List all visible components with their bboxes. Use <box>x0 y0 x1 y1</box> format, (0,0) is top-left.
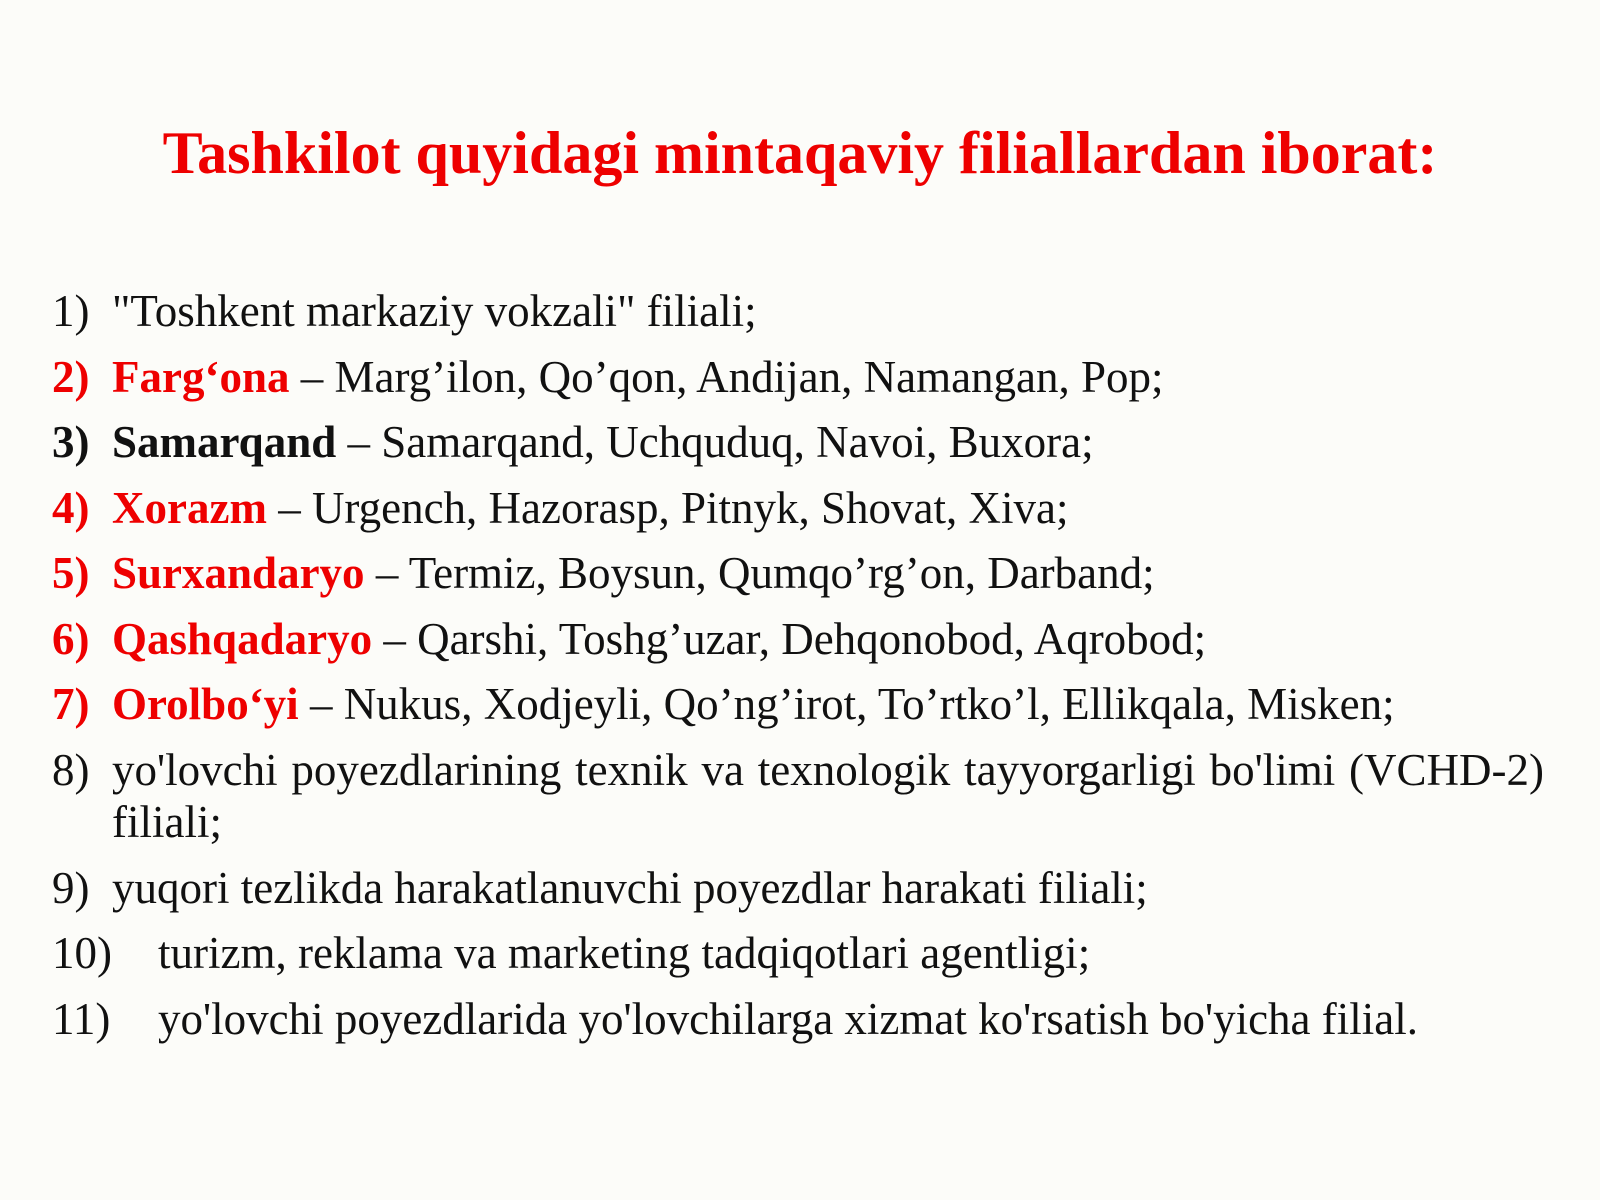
item-body <box>112 351 1544 403</box>
item-number: 2) <box>52 351 90 402</box>
item-number: 8) <box>52 744 90 795</box>
item-text: yuqori tezlikda harakatlanuvchi poyezdlar harakati filiali; <box>112 862 1148 913</box>
region-cities: – Termiz, Boysun, Qumqo’rg’on, Darband; <box>364 548 1155 598</box>
region-cities: – Qarshi, Toshg’uzar, Dehqonobod, Aqrobod; <box>372 613 1207 664</box>
item-text: "Toshkent markaziy vokzali" filiali; <box>112 286 757 336</box>
item-body <box>112 678 1544 730</box>
slide-title: Tashkilot quyidagi mintaqaviy filiallardan iborat: <box>162 120 1438 186</box>
item-text: turizm, reklama va marketing tadqiqotlari agentligi; <box>158 928 1091 978</box>
region-cities: – Marg’ilon, Qo’qon, Andijan, Namangan, Pop; <box>289 351 1164 402</box>
item-body <box>112 416 1544 468</box>
list-item-4 <box>52 482 1544 548</box>
region-name: Surxandaryo <box>112 548 365 598</box>
region-name: Farg‘ona <box>112 351 290 402</box>
branch-list <box>52 285 1544 1058</box>
region-name: Orolbo‘yi <box>112 679 299 729</box>
item-body <box>112 482 1544 534</box>
item-number: 6) <box>52 613 90 664</box>
item-text: yo'lovchi poyezdlarining texnik va texnologik tayyorgarligi bo'limi (VCHD-2) filiali; <box>112 744 1544 847</box>
region-cities: – Nukus, Xodjeyli, Qo’ng’irot, To’rtko’l, Ellikqala, Misken; <box>298 679 1395 729</box>
region-name: Samarqand <box>112 417 337 467</box>
list-item-5 <box>52 547 1544 613</box>
item-text: yo'lovchi poyezdlarida yo'lovchilarga xizmat ko'rsatish bo'yicha filial. <box>158 993 1418 1044</box>
region-cities: – Samarqand, Uchquduq, Navoi, Buxora; <box>336 417 1094 467</box>
item-number: 9) <box>52 862 90 913</box>
item-number: 10) <box>52 928 112 978</box>
list-item-3 <box>52 416 1544 482</box>
item-number: 7) <box>52 679 90 729</box>
item-number: 11) <box>52 993 111 1044</box>
list-item-8 <box>52 744 1544 862</box>
region-cities: – Urgench, Hazorasp, Pitnyk, Shovat, Xiva; <box>266 482 1069 533</box>
list-item-7 <box>52 678 1544 744</box>
item-body <box>112 613 1544 665</box>
list-item-2 <box>52 351 1544 417</box>
list-item-10 <box>52 927 1544 993</box>
item-number: 1) <box>52 286 90 336</box>
list-item-11 <box>52 993 1544 1059</box>
list-item-6 <box>52 613 1544 679</box>
region-name: Qashqadaryo <box>112 613 373 664</box>
item-number: 3) <box>52 417 90 467</box>
list-item-1 <box>52 285 1544 351</box>
list-item-9 <box>52 862 1544 928</box>
item-body <box>112 547 1544 599</box>
region-name: Xorazm <box>112 482 267 533</box>
item-number: 4) <box>52 482 90 533</box>
item-number: 5) <box>52 548 90 598</box>
